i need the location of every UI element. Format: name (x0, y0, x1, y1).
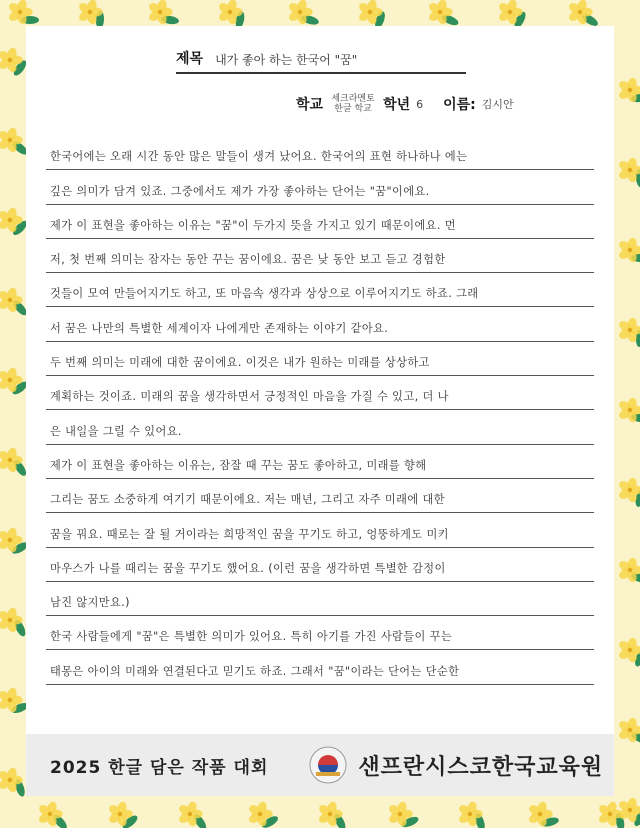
essay-line: 태몽은 아이의 미래와 연결된다고 믿기도 하죠. 그래서 "꿈"이라는 단어는 단순한 (46, 650, 594, 684)
essay-line: 깊은 의미가 담겨 있죠. 그중에서도 제가 가장 좋아하는 단어는 "꿈"이에요. (46, 170, 594, 204)
essay-line: 서 꿈은 나만의 특별한 세계이자 나에게만 존재하는 이야기 같아요. (46, 307, 594, 341)
essay-line: 그리는 꿈도 소중하게 여기기 때문이에요. 저는 매년, 그리고 자주 미래에 대한 (46, 479, 594, 513)
essay-line: 꿈을 꿔요. 때로는 잘 될 거이라는 희망적인 꿈을 꾸기도 하고, 엉뚱하게도 미키 (46, 513, 594, 547)
name-label: 이름: (443, 97, 476, 113)
title-value: 내가 좋아 하는 한국어 "꿈" (215, 53, 358, 67)
essay-line: 제가 이 표현을 좋아하는 이유는 "꿈"이 두가지 뜻을 가지고 있기 때문이에요. 먼 (46, 205, 594, 239)
essay-line: 한국어에는 오래 시간 동안 많은 말들이 생겨 났어요. 한국어의 표현 하나하나 에는 (46, 136, 594, 170)
emblem-icon (308, 745, 348, 785)
title-row (176, 44, 466, 74)
title-label: 제목 (176, 51, 204, 67)
grade-value: 6 (416, 97, 424, 111)
essay-sheet (26, 26, 614, 796)
essay-line: 두 번째 의미는 미래에 대한 꿈이에요. 이것은 내가 원하는 미래를 상상하고 (46, 342, 594, 376)
event-name: 2025 한글 담은 작품 대회 (50, 757, 269, 778)
grade-label: 학년 (383, 97, 411, 113)
essay-lines (46, 136, 594, 685)
school-label: 학교 (296, 97, 324, 113)
essay-line: 남진 않지만요.) (46, 582, 594, 616)
footer-banner (26, 734, 614, 796)
organization-name: 샌프란시스코한국교육원 (358, 754, 604, 780)
school-value: 세크라멘토 한글 학교 (331, 94, 375, 114)
meta-row (296, 90, 514, 118)
essay-line: 계획하는 것이죠. 미래의 꿈을 생각하면서 긍정적인 마음을 가질 수 있고, 더 나 (46, 376, 594, 410)
essay-line: 한국 사람들에게 "꿈"은 특별한 의미가 있어요. 특히 아기를 가진 사람들이 꾸는 (46, 616, 594, 650)
essay-line: 마우스가 나를 때리는 꿈을 꾸기도 했어요. (이런 꿈을 생각하면 특별한 감정이 (46, 548, 594, 582)
essay-line: 제가 이 표현을 좋아하는 이유는, 잠잘 때 꾸는 꿈도 좋아하고, 미래를 향해 (46, 445, 594, 479)
essay-line: 저, 첫 번째 의미는 잠자는 동안 꾸는 꿈이에요. 꿈은 낮 동안 보고 듣고 경험한 (46, 239, 594, 273)
essay-line: 은 내일을 그릴 수 있어요. (46, 410, 594, 444)
name-value: 김시안 (481, 98, 514, 111)
essay-line: 것들이 모여 만들어지기도 하고, 또 마음속 생각과 상상으로 이루어지기도 하죠. 그래 (46, 273, 594, 307)
